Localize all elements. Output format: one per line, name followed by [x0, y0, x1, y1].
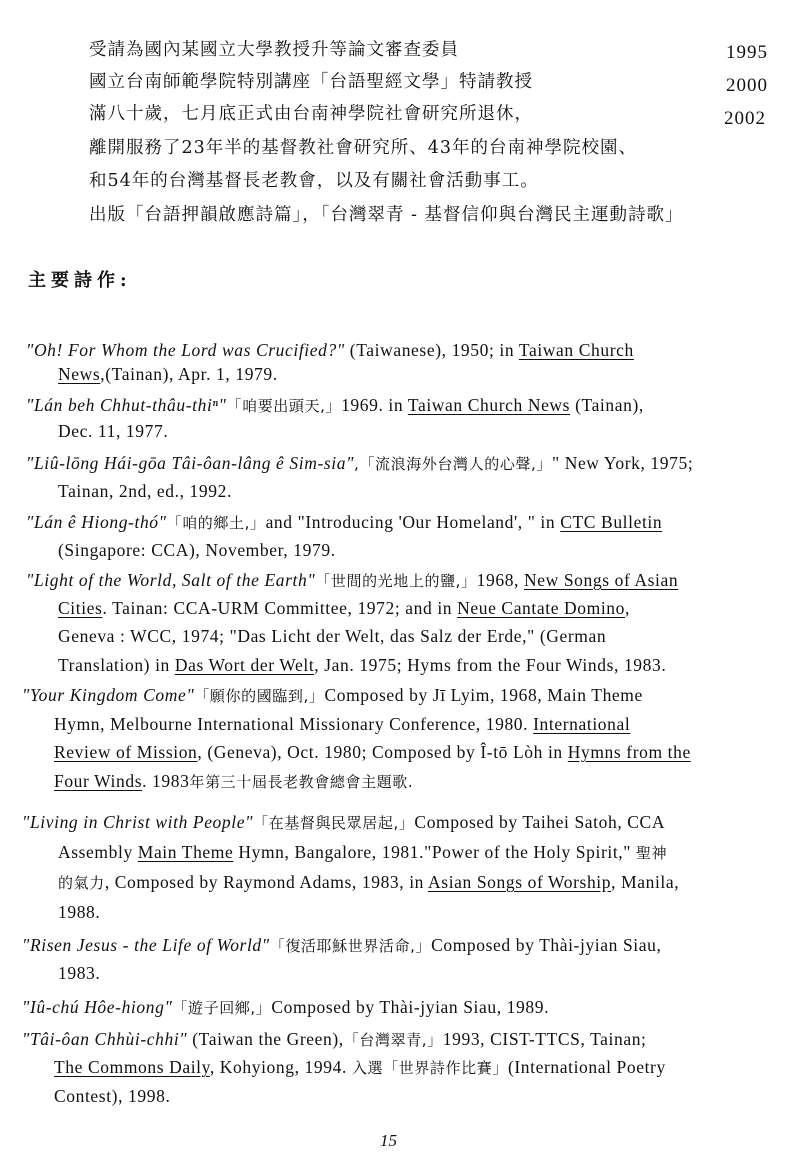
- work-title: "Lán ê Hiong-thó": [26, 512, 167, 532]
- work-text: Composed by Jī Lyim, 1968, Main Theme: [324, 685, 643, 705]
- work-text: 1993, CIST-TTCS, Tainan;: [442, 1029, 647, 1049]
- work-entry-line: [54, 1057, 666, 1078]
- work-text: Contest), 1998.: [54, 1086, 171, 1106]
- work-chinese-title: 「咱的鄉土,」: [166, 514, 266, 532]
- work-text: (International Poetry: [507, 1057, 666, 1077]
- work-entry-line: [26, 453, 693, 474]
- publication-title: Four Winds: [54, 771, 143, 791]
- work-entry-line: [58, 963, 100, 984]
- publication-title: CTC Bulletin: [560, 512, 663, 532]
- publication-title: Main Theme: [137, 842, 234, 862]
- work-text: 1988.: [58, 902, 101, 922]
- publication-title: Taiwan Church: [518, 340, 634, 360]
- work-entry-line: [58, 540, 336, 561]
- work-entry-line: [58, 842, 667, 863]
- work-entry-line: [26, 395, 644, 416]
- work-chinese-title: 的氣力: [58, 874, 105, 892]
- work-entry-line: [54, 771, 413, 792]
- work-title: "Your Kingdom Come": [22, 685, 195, 705]
- publication-title: Review of Mission: [54, 742, 198, 762]
- work-text: ,: [625, 598, 630, 618]
- cv-year: 2002: [724, 108, 766, 129]
- work-chinese-title: 聖神: [636, 844, 668, 862]
- work-title: "Light of the World, Salt of the Earth": [26, 570, 316, 590]
- work-title: "Risen Jesus - the Life of World": [22, 935, 270, 955]
- work-text: . Tainan: CCA-URM Committee, 1972; and in: [102, 598, 458, 618]
- work-chinese-title: 「復活耶穌世界活命,」: [269, 937, 432, 955]
- publication-title: Asian Songs of Worship: [428, 872, 612, 892]
- work-chinese-title: 「世間的光地上的鹽,」: [315, 572, 477, 590]
- work-title: "Liû-lōng Hái-gōa Tâi-ôan-lâng ê Sim-sia": [26, 453, 355, 473]
- work-chinese-title: ,「流浪海外台灣人的心聲,」: [354, 455, 552, 473]
- work-entry-line: [58, 872, 679, 893]
- cv-line: 和54年的台灣基督長老教會，以及有關社會活動事工。: [89, 171, 539, 191]
- work-title: "Lán beh Chhut-thâu-thiⁿ": [26, 395, 227, 415]
- publication-title: Das Wort der Welt: [174, 655, 315, 675]
- work-chinese-title: 「遊子回鄉,」: [172, 999, 272, 1017]
- work-text: Dec. 11, 1977.: [58, 421, 169, 441]
- work-text: and "Introducing 'Our Homeland', " in: [265, 512, 561, 532]
- work-text: " New York, 1975;: [551, 453, 694, 473]
- work-entry-line: [22, 997, 549, 1018]
- page-number: 15: [380, 1131, 397, 1150]
- work-text: . 1983: [142, 771, 190, 791]
- publication-title: News: [58, 364, 101, 384]
- work-text: (Singapore: CCA), November, 1979.: [58, 540, 336, 560]
- work-text: , Composed by Raymond Adams, 1983, in: [104, 872, 429, 892]
- work-entry-line: [22, 685, 643, 706]
- work-entry-line: [22, 1029, 647, 1050]
- work-text: (Taiwanese), 1950; in: [344, 340, 519, 360]
- work-entry-line: [58, 626, 606, 647]
- work-entry-line: [26, 340, 634, 361]
- work-text: Composed by Thài-jyian Siau,: [431, 935, 662, 955]
- work-chinese-title: 「願你的國臨到,」: [194, 687, 325, 705]
- work-text: 1983.: [58, 963, 101, 983]
- work-text: Assembly: [58, 842, 138, 862]
- cv-line: 受請為國內某國立大學教授升等論文審查委員: [89, 40, 459, 60]
- work-text: , (Geneva), Oct. 1980; Composed by Î-tō Lòh in: [197, 742, 568, 762]
- work-title: "Iû-chú Hôe-hiong": [22, 997, 173, 1017]
- publication-title: Taiwan Church News: [407, 395, 571, 415]
- work-text: , Jan. 1975; Hyms from the Four Winds, 1983.: [314, 655, 667, 675]
- work-entry-line: [22, 812, 665, 833]
- work-entry-line: [58, 421, 168, 442]
- work-text: Composed by Thài-jyian Siau, 1989.: [271, 997, 550, 1017]
- work-title: "Living in Christ with People": [22, 812, 254, 832]
- work-entry-line: [54, 714, 630, 735]
- publication-title: Cities: [58, 598, 103, 618]
- publication-title: International: [533, 714, 631, 734]
- work-text: (Taiwan the Green),: [187, 1029, 344, 1049]
- work-text: 1969. in: [341, 395, 408, 415]
- work-text: Translation) in: [58, 655, 175, 675]
- work-text: Hymn, Bangalore, 1981."Power of the Holy Spirit,": [233, 842, 636, 862]
- work-text: ,(Tainan), Apr. 1, 1979.: [100, 364, 278, 384]
- work-entry-line: [58, 598, 630, 619]
- section-heading: 主要詩作:: [28, 270, 132, 291]
- work-entry-line: [58, 481, 232, 502]
- work-text: 1968,: [476, 570, 525, 590]
- work-entry-line: [54, 1086, 170, 1107]
- publication-title: Neue Cantate Domino: [457, 598, 626, 618]
- work-text: (Tainan),: [570, 395, 644, 415]
- work-chinese-title: 「台灣翠青,」: [343, 1031, 443, 1049]
- work-text: Composed by Taihei Satoh, CCA: [414, 812, 666, 832]
- work-entry-line: [26, 570, 678, 591]
- work-chinese-note: 入選「世界詩作比賽」: [351, 1059, 508, 1077]
- work-text: Tainan, 2nd, ed., 1992.: [58, 481, 232, 501]
- work-text: Hymn, Melbourne International Missionary Conference, 1980.: [54, 714, 534, 734]
- work-chinese-note: 年第三十屆長老教會總會主題歌.: [189, 773, 414, 791]
- cv-line: 滿八十歲，七月底正式由台南神學院社會研究所退休，: [89, 104, 533, 124]
- publication-title: Hymns from the: [567, 742, 691, 762]
- cv-year: 1995: [726, 42, 768, 63]
- cv-line: 出版「台語押韻啟應詩篇」，「台灣翠青 - 基督信仰與台灣民主運動詩歌」: [89, 205, 684, 225]
- work-entry-line: [58, 655, 666, 676]
- work-title: "Oh! For Whom the Lord was Crucified?": [26, 340, 345, 360]
- work-chinese-title: 「在基督與民眾居起,」: [253, 814, 415, 832]
- work-text: , Manila,: [611, 872, 680, 892]
- work-title: "Tâi-ôan Chhùi-chhi": [22, 1029, 188, 1049]
- work-entry-line: [58, 364, 278, 385]
- cv-year: 2000: [726, 75, 768, 96]
- cv-line: 離開服務了23年半的基督教社會研究所、43年的台南神學院校園、: [89, 138, 638, 158]
- work-entry-line: [58, 902, 100, 923]
- work-chinese-title: 「咱要出頭天,」: [226, 397, 342, 415]
- work-entry-line: [54, 742, 691, 763]
- work-text: Geneva : WCC, 1974; "Das Licht der Welt, das Salz der Erde," (German: [58, 626, 607, 646]
- work-entry-line: [22, 935, 661, 956]
- cv-line: 國立台南師範學院特別講座「台語聖經文學」特請教授: [89, 72, 533, 92]
- publication-title: The Commons Daily: [54, 1057, 210, 1077]
- publication-title: New Songs of Asian: [524, 570, 679, 590]
- work-text: , Kohyiong, 1994.: [209, 1057, 352, 1077]
- work-entry-line: [26, 512, 662, 533]
